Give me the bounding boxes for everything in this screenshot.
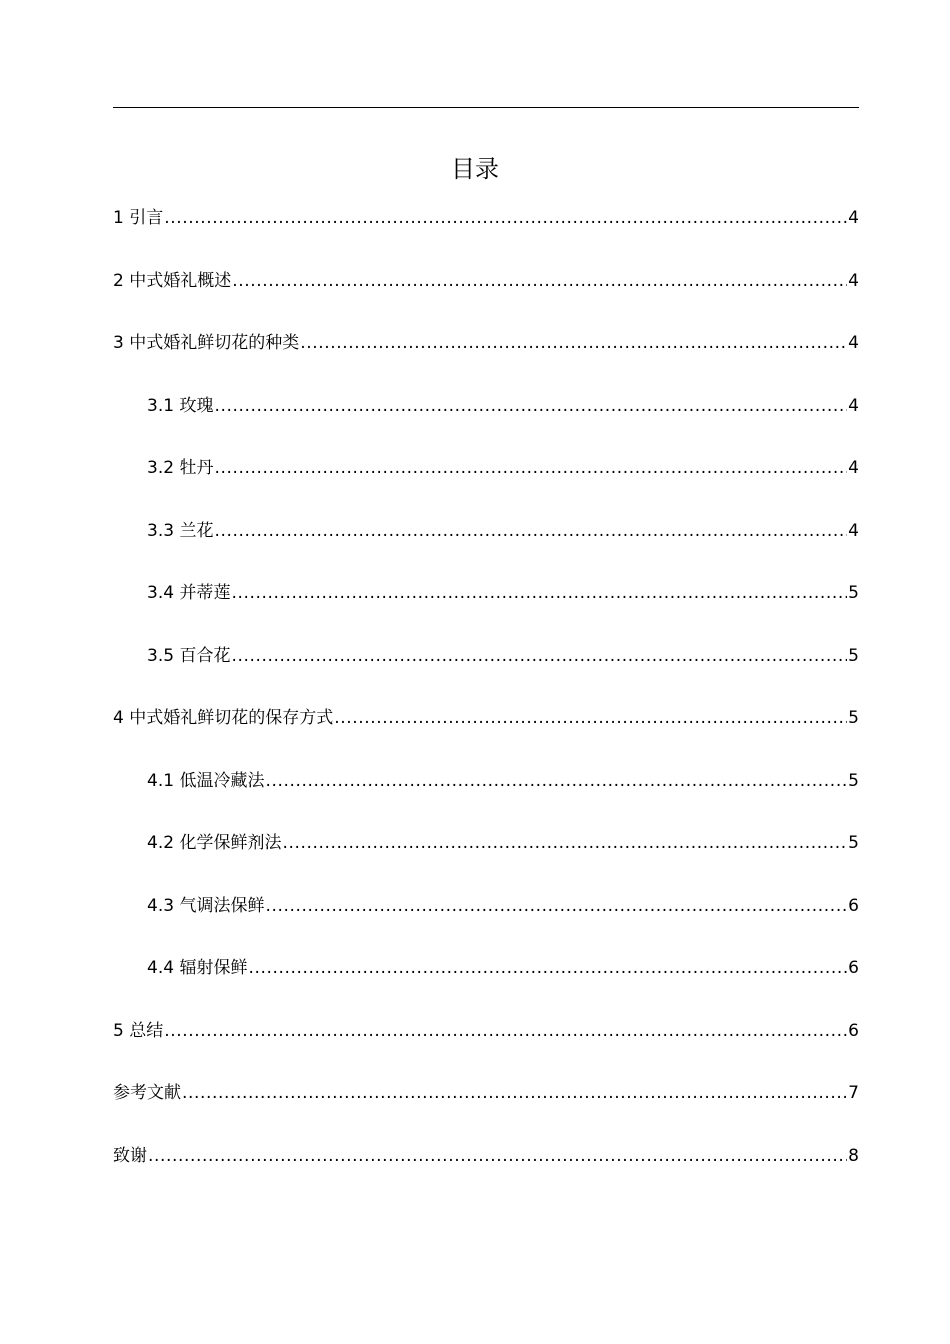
toc-entry[interactable] [113, 1018, 859, 1081]
toc-entry-label: 参考文献 [113, 1083, 181, 1103]
toc-entry-page: 5 [848, 833, 859, 853]
toc-entry[interactable] [113, 330, 859, 393]
toc-entry-page: 6 [848, 1020, 859, 1041]
toc-entry[interactable] [113, 393, 859, 456]
dot-leader [148, 1143, 847, 1169]
toc-entry[interactable] [113, 830, 859, 893]
table-of-contents [113, 205, 859, 1205]
dot-leader [265, 768, 847, 794]
toc-entry-page: 5 [848, 770, 859, 791]
toc-entry-page: 5 [848, 645, 859, 666]
toc-entry-page: 7 [848, 1083, 859, 1103]
dot-leader [232, 268, 847, 294]
toc-entry[interactable] [113, 705, 859, 768]
toc-entry-page: 5 [848, 708, 859, 728]
toc-entry[interactable] [113, 643, 859, 706]
toc-entry-label: 3.3 兰花 [147, 520, 214, 541]
toc-entry[interactable] [113, 518, 859, 581]
toc-entry-label: 2 中式婚礼概述 [113, 270, 232, 291]
header-rule [113, 107, 859, 108]
toc-entry-label: 4.2 化学保鲜剂法 [147, 833, 282, 853]
toc-entry[interactable] [113, 768, 859, 831]
toc-entry-page: 5 [848, 583, 859, 603]
toc-entry-page: 8 [848, 1145, 859, 1166]
toc-entry[interactable] [113, 268, 859, 331]
toc-entry[interactable] [113, 955, 859, 1018]
toc-entry-label: 4.4 辐射保鲜 [147, 958, 248, 978]
toc-entry-label: 3.5 百合花 [147, 645, 231, 666]
toc-entry-page: 4 [848, 270, 859, 291]
toc-entry[interactable] [113, 893, 859, 956]
toc-entry-label: 致谢 [113, 1145, 147, 1166]
dot-leader [334, 705, 847, 731]
toc-entry-page: 4 [848, 208, 859, 228]
toc-entry-label: 5 总结 [113, 1020, 164, 1041]
dot-leader [231, 580, 847, 606]
toc-entry-page: 4 [848, 333, 859, 353]
toc-entry-label: 1 引言 [113, 208, 164, 228]
toc-entry[interactable] [113, 1080, 859, 1143]
toc-entry-label: 4.1 低温冷藏法 [147, 770, 265, 791]
dot-leader [182, 1080, 847, 1106]
toc-entry-label: 4 中式婚礼鲜切花的保存方式 [113, 708, 334, 728]
toc-entry[interactable] [113, 580, 859, 643]
dot-leader [265, 893, 847, 919]
toc-entry-page: 4 [848, 520, 859, 541]
toc-entry-label: 3.2 牡丹 [147, 458, 214, 478]
dot-leader [282, 830, 847, 856]
toc-entry[interactable] [113, 1143, 859, 1206]
toc-entry-page: 6 [848, 895, 859, 916]
dot-leader [214, 455, 847, 481]
toc-entry-page: 4 [848, 458, 859, 478]
dot-leader [164, 1018, 847, 1044]
toc-entry-label: 4.3 气调法保鲜 [147, 895, 265, 916]
toc-entry[interactable] [113, 205, 859, 268]
toc-entry[interactable] [113, 455, 859, 518]
dot-leader [214, 393, 847, 419]
dot-leader [214, 518, 847, 544]
dot-leader [248, 955, 847, 981]
toc-entry-label: 3 中式婚礼鲜切花的种类 [113, 333, 300, 353]
toc-entry-label: 3.4 并蒂莲 [147, 583, 231, 603]
dot-leader [231, 643, 847, 669]
toc-title: 目录 [451, 155, 499, 183]
toc-entry-page: 4 [848, 395, 859, 416]
toc-entry-page: 6 [848, 958, 859, 978]
dot-leader [300, 330, 847, 356]
toc-entry-label: 3.1 玫瑰 [147, 395, 214, 416]
dot-leader [164, 205, 847, 231]
